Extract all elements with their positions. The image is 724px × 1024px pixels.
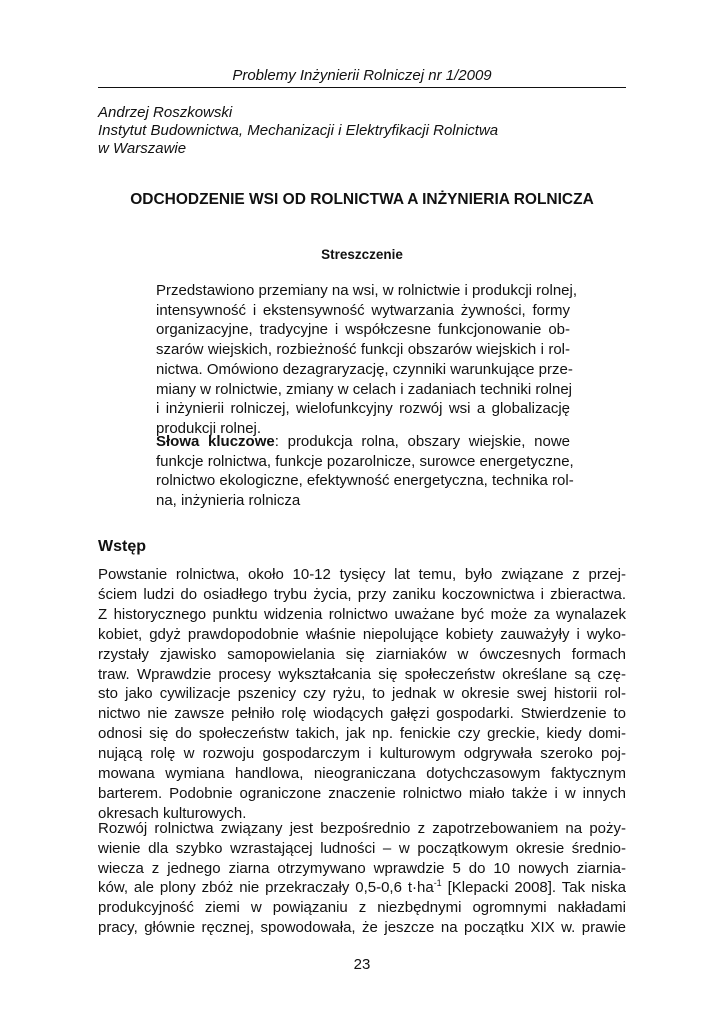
text-line <box>98 878 626 897</box>
author-institution: Instytut Budownictwa, Mechanizacji i Elektryfikacji Rolnictwa <box>98 122 499 139</box>
text-line: rzystały zjawisko samopowielania się ziarniaków w ówczesnych formach <box>98 645 626 663</box>
text-line <box>156 432 570 451</box>
text-line: mowana wymiana handlowa, nieograniczana dotychczasowym faktycznym <box>98 765 626 782</box>
keywords-text: : produkcja rolna, obszary wiejskie, nowe <box>274 433 570 450</box>
abstract-heading: Streszczenie <box>321 247 403 262</box>
text-segment-sup: -1 <box>433 878 442 889</box>
paper-title: ODCHODZENIE WSI OD ROLNICTWA A INŻYNIERIA ROLNICZA <box>130 191 594 208</box>
text-line: barterem. Podobnie ograniczone znaczenie rolnictwo miało także i w innych <box>98 784 626 802</box>
text-line: nictwo nie zawsze pełniło rolę wiodących gałęzi gospodarki. Stwierdzenie to <box>98 705 626 723</box>
text-line: okresach kulturowych. <box>98 804 247 822</box>
text-line: miany w rolnictwie, zmiany w celach i zadaniach techniki rolnej <box>156 380 573 398</box>
page-number: 23 <box>353 956 371 973</box>
text-line: Rozwój rolnictwa związany jest bezpośrednio z zapotrzebowaniem na poży- <box>98 820 626 837</box>
keywords-label: Słowa kluczowe <box>156 433 275 450</box>
text-line: i inżynierii rolniczej, wielofunkcyjny rozwój wsi a globalizację <box>156 400 570 418</box>
text-line: intensywność i ekstensywność wytwarzania żywności, formy <box>156 301 570 319</box>
journal-header: Problemy Inżynierii Rolniczej nr 1/2009 <box>232 67 492 84</box>
text-line: odnosi się do społeczeństw takich, jak np. fenickie czy greckie, kiedy domi- <box>98 725 626 743</box>
text-line: wienie dla szybko wzrastającej ludności – w początkowym okresie średnio- <box>98 839 626 857</box>
author-city: w Warszawie <box>98 140 187 157</box>
text-line: nictwa. Omówiono dezagraryzację, czynniki warunkujące prze- <box>156 360 573 378</box>
text-line: wiecza z jednego ziarna otrzymywano wprawdzie 5 do 10 nowych ziarnia- <box>98 859 626 877</box>
text-line: Z historycznego punktu widzenia rolnictwo uważane być może za wynalazek <box>98 605 626 623</box>
text-line: kobiet, gdyż prawdopodobnie właśnie niepolujące kobiety zauważyły i wyko- <box>98 625 626 643</box>
text-line: ściem ludzi do osiadłego trybu życia, przy zaniku koczownictwa i zbieractwa. <box>98 585 626 603</box>
text-line: organizacyjne, tradycyjne i współczesne funkcjonowanie ob- <box>156 321 570 339</box>
text-line: szarów wiejskich, rozbieżność funkcji obszarów wiejskich i rol- <box>156 341 570 359</box>
author-name: Andrzej Roszkowski <box>98 104 233 121</box>
text-line: Przedstawiono przemiany na wsi, w rolnictwie i produkcji rolnej, <box>156 282 578 299</box>
text-line: produkcji rolnej. <box>156 419 262 437</box>
section-heading: Wstęp <box>98 538 146 555</box>
text-line: funkcje rolnictwa, funkcje pozarolnicze, surowce energetyczne, <box>156 452 574 470</box>
text-line: Powstanie rolnictwa, około 10-12 tysięcy lat temu, było związane z przej- <box>98 566 626 583</box>
text-segment-before: ków, ale plony zbóż nie przekraczały 0,5-0,6 t·ha <box>98 879 434 897</box>
text-line: pracy, głównie ręcznej, spowodowała, że jeszcze na początku XIX w. prawie <box>98 919 626 936</box>
header-rule <box>98 87 626 88</box>
text-line: sto jako cywilizacje pszenicy czy ryżu, to jednak w okresie swej historii rol- <box>98 685 626 703</box>
text-line: produkcyjność ziemi w powiązaniu z niezbędnymi ogromnymi nakładami <box>98 899 626 917</box>
text-segment-after: [Klepacki 2008]. Tak niska <box>441 879 626 897</box>
text-line: na, inżynieria rolnicza <box>156 492 301 510</box>
text-line: rolnictwo ekologiczne, efektywność energetyczna, technika rol- <box>156 472 574 490</box>
text-line: traw. Wprawdzie procesy wykształcania się społeczeństw określane są czę- <box>98 665 626 683</box>
text-line: nującą rolę w rozwoju gospodarczym i kulturowym odgrywała szeroko poj- <box>98 745 626 763</box>
